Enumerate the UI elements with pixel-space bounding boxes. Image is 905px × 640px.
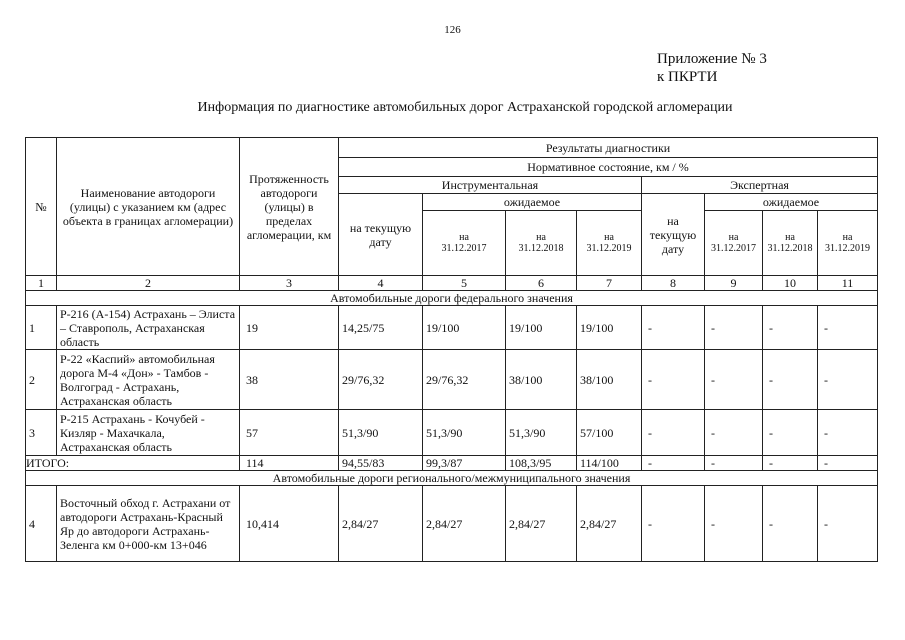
- header-row-1: [26, 138, 878, 158]
- table-row: [26, 410, 878, 456]
- row-value-7: 57/100: [577, 410, 642, 456]
- table-row: [26, 306, 878, 350]
- row-value-7: 38/100: [577, 350, 642, 410]
- page-number: 126: [444, 24, 461, 36]
- date-prefix: на: [785, 232, 795, 243]
- row-length: 38: [240, 350, 339, 410]
- date-value: 31.12.2017: [441, 243, 487, 254]
- header-results: Результаты диагностики: [339, 138, 878, 158]
- table-row: [26, 350, 878, 410]
- row-length: 10,414: [240, 486, 339, 562]
- col-number: 3: [240, 276, 339, 291]
- row-value-11: -: [818, 410, 878, 456]
- row-value-6: 51,3/90: [506, 410, 577, 456]
- row-value-7: 2,84/27: [577, 486, 642, 562]
- row-road-name: Р-216 (А-154) Астрахань – Элиста – Ставрополь, Астраханская область: [57, 306, 240, 350]
- row-value-10: -: [763, 486, 818, 562]
- header-instrumental: Инструментальная: [339, 177, 642, 194]
- section-regional-row: [26, 471, 878, 486]
- header-num: №: [26, 138, 57, 276]
- total-value-4: 94,55/83: [339, 456, 423, 471]
- row-value-10: -: [763, 410, 818, 456]
- date-prefix: на: [728, 232, 739, 243]
- date-value: 31.12.2018: [767, 243, 813, 254]
- row-road-name: Восточный обход г. Астрахани от автодороги Астрахань-Красный Яр до автодороги Астрахань-Зеленга км 0+000-км 13+046: [57, 486, 240, 562]
- col-number: 4: [339, 276, 423, 291]
- column-number-row: [26, 276, 878, 291]
- col-number: 7: [577, 276, 642, 291]
- header-expert: Экспертная: [642, 177, 878, 194]
- header-instr-expected: ожидаемое: [423, 194, 642, 211]
- row-value-6: 38/100: [506, 350, 577, 410]
- col-number: 11: [818, 276, 878, 291]
- col-number: 9: [705, 276, 763, 291]
- date-value: 31.12.2018: [518, 243, 564, 254]
- col-number: 5: [423, 276, 506, 291]
- header-instr-current: на текущую дату: [339, 194, 423, 276]
- date-value: 31.12.2019: [825, 243, 871, 254]
- total-value-9: -: [705, 456, 763, 471]
- row-length: 57: [240, 410, 339, 456]
- date-prefix: на: [842, 232, 853, 243]
- appendix-caption: [657, 50, 767, 86]
- total-value-7: 114/100: [577, 456, 642, 471]
- header-expert-2019: [818, 211, 878, 276]
- total-length: 114: [240, 456, 339, 471]
- row-value-5: 29/76,32: [423, 350, 506, 410]
- header-instr-2018: [506, 211, 577, 276]
- row-road-name: Р-22 «Каспий» автомобильная дорога М-4 «Дон» - Тамбов - Волгоград - Астрахань, Астраханская область: [57, 350, 240, 410]
- row-length: 19: [240, 306, 339, 350]
- row-value-4: 14,25/75: [339, 306, 423, 350]
- diagnostics-table: [25, 137, 878, 562]
- total-value-5: 99,3/87: [423, 456, 506, 471]
- row-value-10: -: [763, 350, 818, 410]
- row-value-6: 2,84/27: [506, 486, 577, 562]
- row-value-8: -: [642, 410, 705, 456]
- header-expert-2018: [763, 211, 818, 276]
- row-num: 1: [26, 306, 57, 350]
- date-value: 31.12.2019: [586, 243, 632, 254]
- header-road-name: Наименование автодороги (улицы) с указанием км (адрес объекта в границах агломерации): [57, 138, 240, 276]
- row-value-8: -: [642, 306, 705, 350]
- row-num: 3: [26, 410, 57, 456]
- table-row: [26, 486, 878, 562]
- row-value-8: -: [642, 350, 705, 410]
- row-value-4: 2,84/27: [339, 486, 423, 562]
- section-federal-row: [26, 291, 878, 306]
- row-value-9: -: [705, 410, 763, 456]
- row-road-name: Р-215 Астрахань - Кочубей - Кизляр - Махачкала, Астраханская область: [57, 410, 240, 456]
- row-value-4: 51,3/90: [339, 410, 423, 456]
- col-number: 2: [57, 276, 240, 291]
- row-value-11: -: [818, 486, 878, 562]
- col-number: 1: [26, 276, 57, 291]
- row-value-4: 29/76,32: [339, 350, 423, 410]
- row-value-5: 2,84/27: [423, 486, 506, 562]
- total-value-8: -: [642, 456, 705, 471]
- row-value-11: -: [818, 350, 878, 410]
- date-value: 31.12.2017: [711, 243, 756, 254]
- col-number: 6: [506, 276, 577, 291]
- header-normative: Нормативное состояние, км / %: [339, 158, 878, 177]
- section-federal-title: Автомобильные дороги федерального значения: [26, 291, 878, 306]
- total-value-11: -: [818, 456, 878, 471]
- row-value-10: -: [763, 306, 818, 350]
- total-value-10: -: [763, 456, 818, 471]
- header-expert-expected: ожидаемое: [705, 194, 878, 211]
- row-num: 4: [26, 486, 57, 562]
- header-instr-2019: [577, 211, 642, 276]
- header-length: Протяженность автодороги (улицы) в пределах агломерации, км: [240, 138, 339, 276]
- section-regional-title: Автомобильные дороги регионального/межмуниципального значения: [26, 471, 878, 486]
- header-expert-2017: [705, 211, 763, 276]
- row-value-11: -: [818, 306, 878, 350]
- row-value-8: -: [642, 486, 705, 562]
- appendix-line-2: к ПКРТИ: [657, 69, 718, 85]
- row-value-9: -: [705, 350, 763, 410]
- total-row: [26, 456, 878, 471]
- total-value-6: 108,3/95: [506, 456, 577, 471]
- document-title: Информация по диагностике автомобильных дорог Астраханской городской агломерации: [197, 100, 733, 115]
- date-prefix: на: [536, 232, 546, 243]
- row-value-7: 19/100: [577, 306, 642, 350]
- date-prefix: на: [459, 232, 469, 243]
- appendix-line-1: Приложение № 3: [657, 51, 767, 67]
- col-number: 8: [642, 276, 705, 291]
- row-value-5: 19/100: [423, 306, 506, 350]
- date-prefix: на: [604, 232, 614, 243]
- row-value-9: -: [705, 306, 763, 350]
- row-value-9: -: [705, 486, 763, 562]
- total-label: ИТОГО:: [26, 456, 240, 471]
- row-num: 2: [26, 350, 57, 410]
- header-expert-current: на текущую дату: [642, 194, 705, 276]
- row-value-5: 51,3/90: [423, 410, 506, 456]
- header-instr-2017: [423, 211, 506, 276]
- row-value-6: 19/100: [506, 306, 577, 350]
- col-number: 10: [763, 276, 818, 291]
